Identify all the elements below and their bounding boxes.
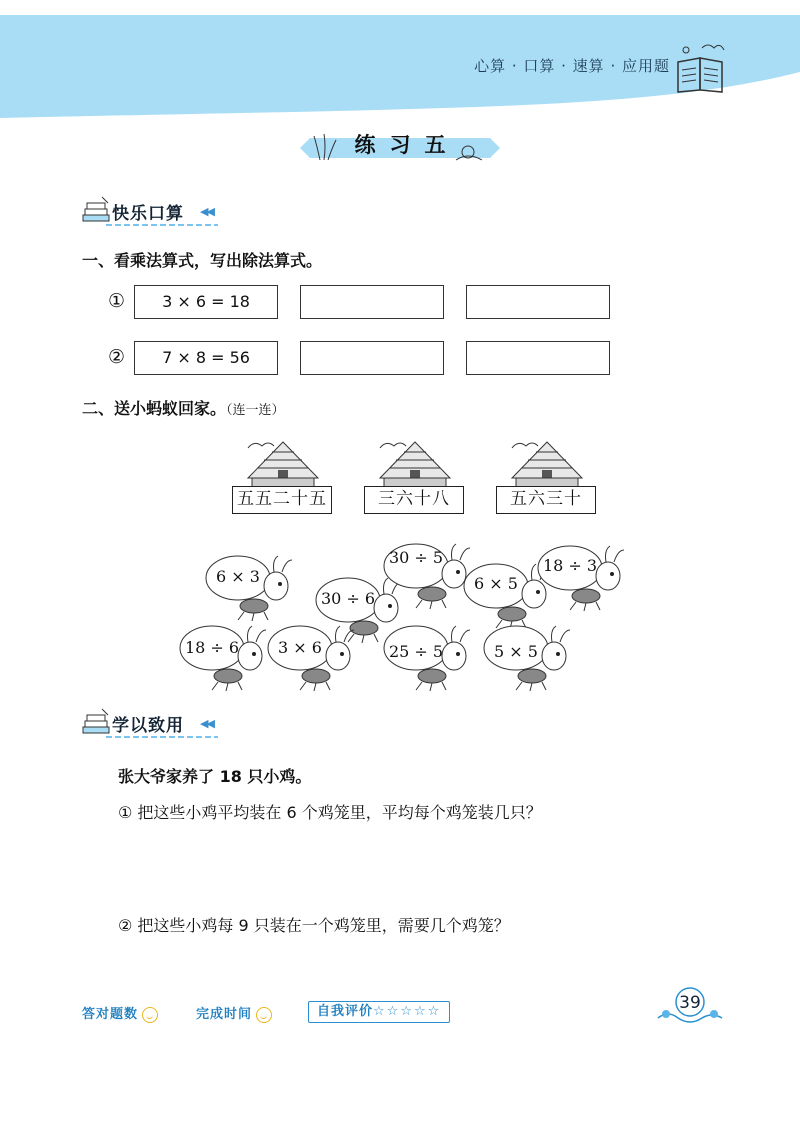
section-label: 快乐口算	[112, 204, 184, 224]
hut-label[interactable]: 五五二十五	[232, 486, 332, 514]
section-header-quick-calc	[82, 195, 222, 229]
header-subtitle: 心算 · 口算 · 速算 · 应用题	[474, 57, 670, 75]
question-2-title: 二、送小蚂蚁回家。	[82, 399, 227, 418]
ant-icon	[178, 622, 270, 692]
answer-box[interactable]	[300, 341, 444, 375]
ant-expression: 6 × 5	[474, 574, 518, 593]
problem-question-1: ① 把这些小鸡平均装在 6 个鸡笼里，平均每个鸡笼装几只？	[118, 803, 542, 822]
section-label: 学以致用	[112, 716, 184, 736]
ant[interactable]	[482, 622, 574, 692]
ant-expression: 18 ÷ 3	[542, 556, 598, 575]
hut	[232, 438, 336, 518]
arrows-icon: ◀◀	[200, 717, 213, 730]
dashed-underline	[106, 224, 218, 226]
section-header-apply	[82, 707, 222, 741]
ant-expression: 30 ÷ 5	[388, 548, 444, 567]
ant-expression: 6 × 3	[216, 567, 260, 586]
rating-stars[interactable]: ☆☆☆☆☆	[373, 1004, 442, 1019]
hut-icon	[238, 438, 328, 488]
correct-count	[82, 1003, 158, 1023]
dashed-underline	[106, 736, 218, 738]
ant-expression: 5 × 5	[494, 642, 538, 661]
problem-intro: 张大爷家养了 18 只小鸡。	[118, 767, 312, 786]
ant-expression: 25 ÷ 5	[388, 642, 444, 661]
hut	[364, 438, 468, 518]
row-number: ①	[108, 290, 126, 312]
page-title: 练习五	[354, 133, 460, 157]
page-number: 39	[679, 993, 701, 1013]
ant-icon	[266, 622, 358, 692]
answer-box[interactable]	[466, 285, 610, 319]
open-book-icon	[672, 42, 730, 94]
books-icon	[82, 707, 112, 739]
ant[interactable]	[266, 622, 358, 692]
ant[interactable]	[204, 552, 296, 622]
ant-expression: 3 × 6	[278, 638, 322, 657]
finish-time	[196, 1003, 272, 1023]
arrows-icon: ◀◀	[200, 205, 213, 218]
answer-box[interactable]	[300, 285, 444, 319]
ant[interactable]	[178, 622, 270, 692]
answer-box[interactable]	[466, 341, 610, 375]
finish-time-label: 完成时间	[196, 1007, 253, 1022]
smiley-icon	[256, 1007, 272, 1023]
ant-icon	[204, 552, 296, 622]
smiley-icon	[142, 1007, 158, 1023]
question-1-title: 一、看乘法算式，写出除法算式。	[82, 251, 323, 270]
ant[interactable]	[382, 622, 474, 692]
question-2-heading	[82, 396, 285, 419]
given-expression: 7 × 8 = 56	[134, 341, 278, 375]
hut-icon	[370, 438, 460, 488]
ant-expression: 30 ÷ 6	[320, 589, 376, 608]
hut-label[interactable]: 五六三十	[496, 486, 596, 514]
ant-icon	[536, 542, 628, 612]
given-expression: 3 × 6 = 18	[134, 285, 278, 319]
ant-expression: 18 ÷ 6	[184, 638, 240, 657]
problem-question-2: ② 把这些小鸡每 9 只装在一个鸡笼里，需要几个鸡笼？	[118, 916, 510, 935]
question-2-subtitle: （连一连）	[226, 403, 285, 418]
books-icon	[82, 195, 112, 227]
ant[interactable]	[536, 542, 628, 612]
hut-label[interactable]: 三六十八	[364, 486, 464, 514]
self-evaluation	[308, 1001, 450, 1023]
row-number: ②	[108, 346, 126, 368]
correct-count-label: 答对题数	[82, 1007, 139, 1022]
self-eval-label: 自我评价	[317, 1004, 374, 1019]
ant[interactable]	[382, 540, 474, 610]
hut-icon	[502, 438, 592, 488]
hut	[496, 438, 600, 518]
